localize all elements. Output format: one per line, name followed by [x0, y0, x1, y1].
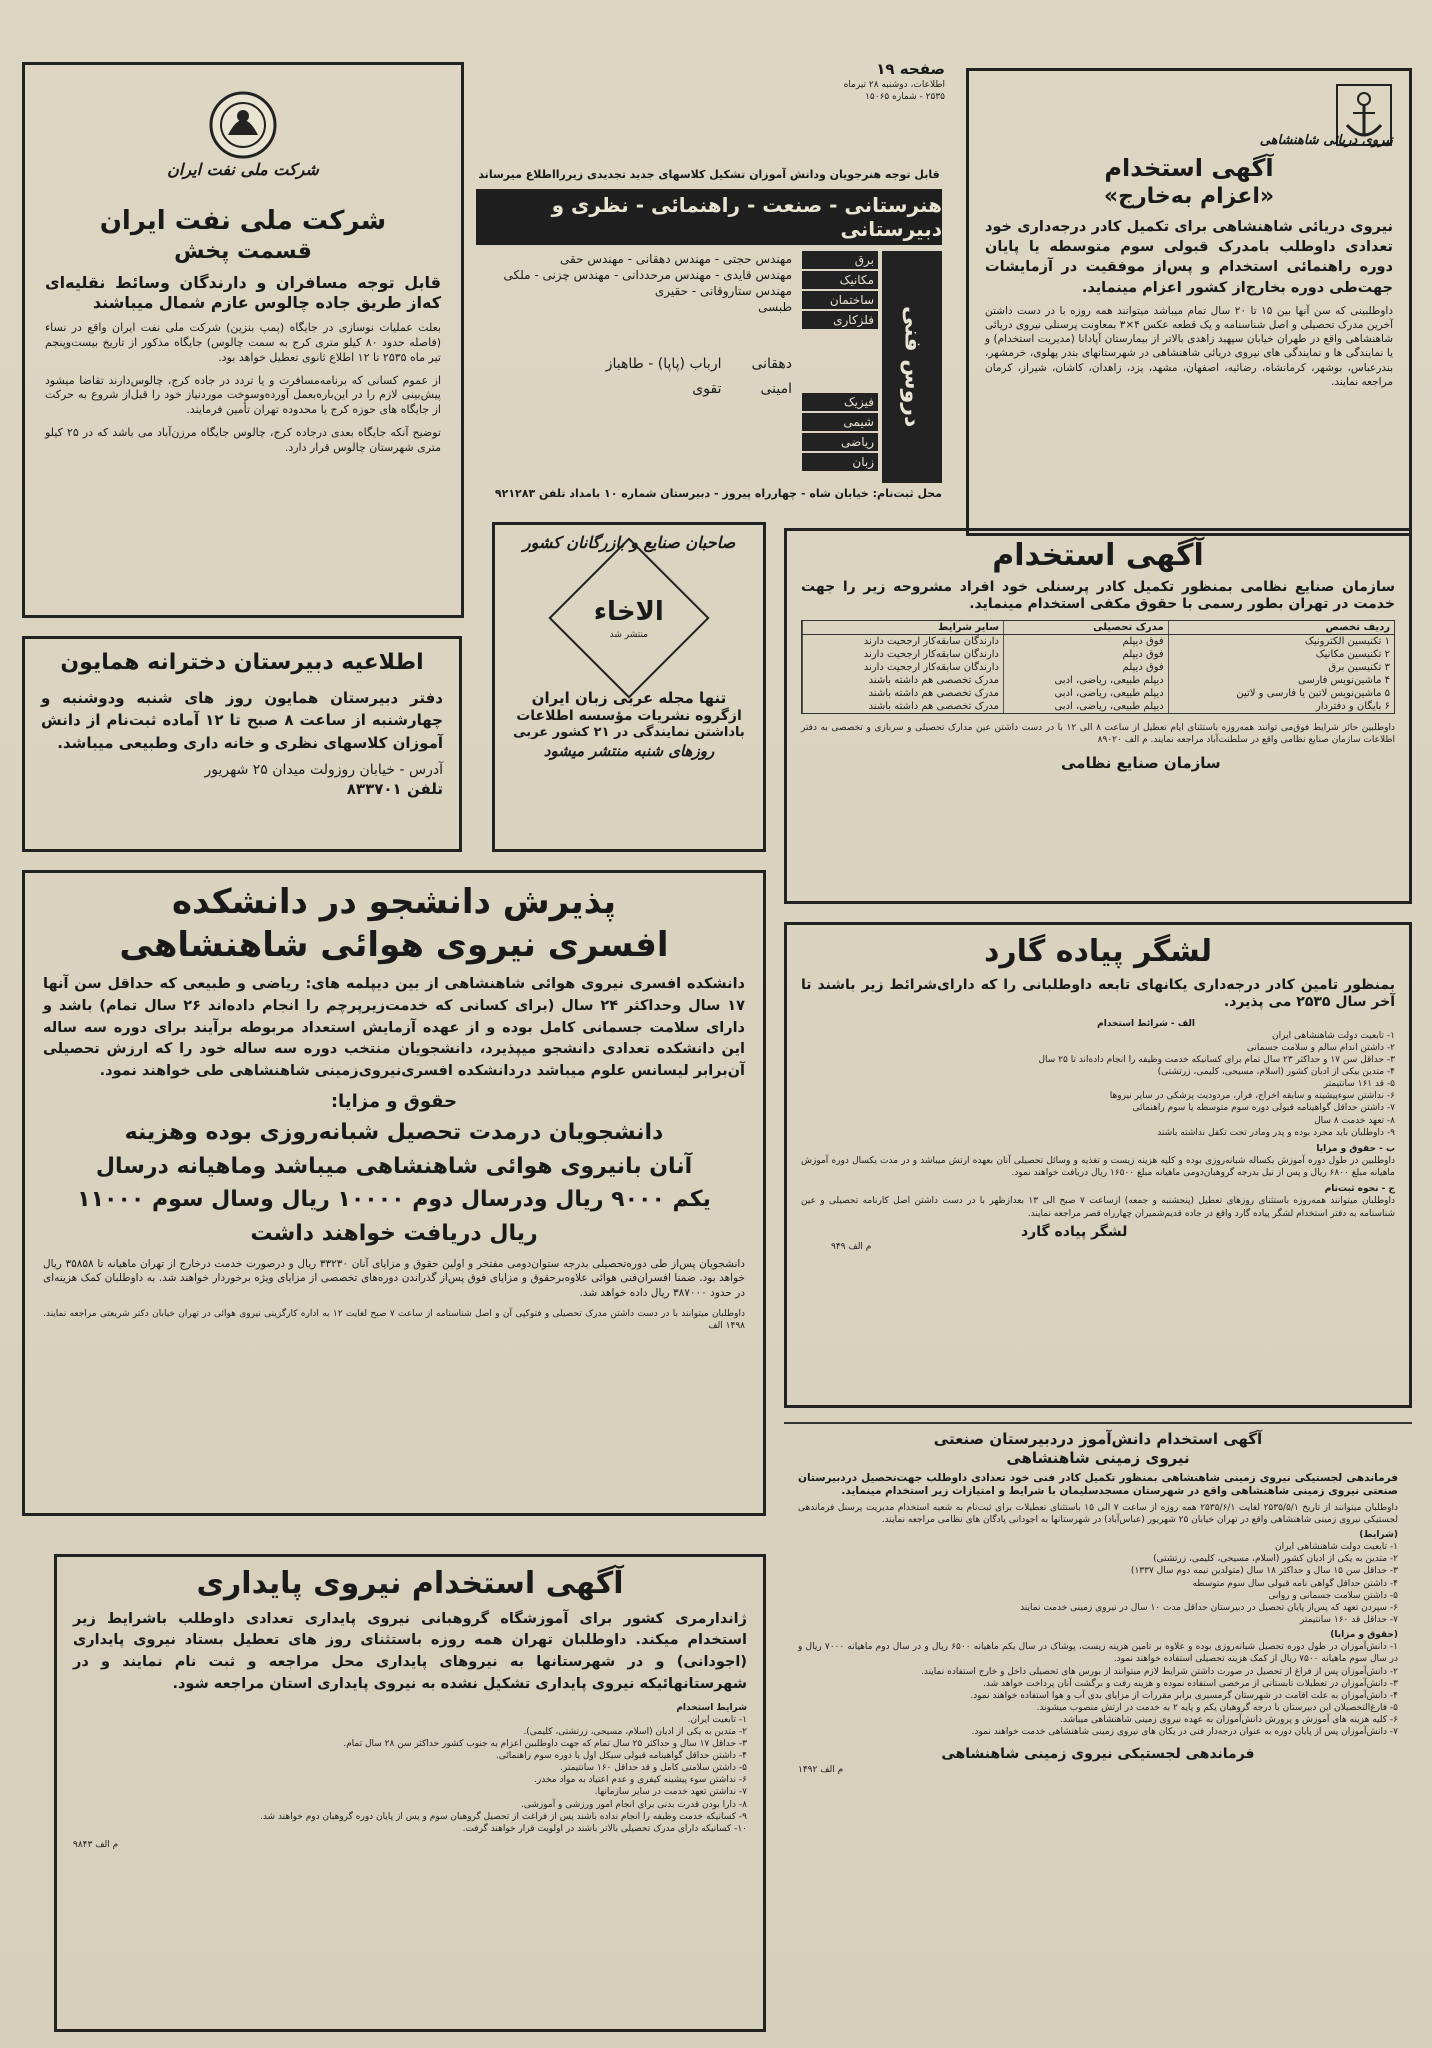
infantry-code: م الف ۹۴۹	[831, 1242, 872, 1253]
table-cell: ۲ تکنیسین مکانیک	[1168, 648, 1394, 661]
list-item: ۵- قد ۱۶۱ سانتیمتر	[1323, 1079, 1395, 1090]
airforce-benefit-line: یکم ۹۰۰۰ ریال ودرسال دوم ۱۰۰۰۰ ریال وسال سوم ۱۱۰۰۰	[77, 1187, 711, 1213]
alekha-logo-text: الاخاء	[593, 596, 665, 627]
industries-foot: داوطلبین حائز شرایط فوق‌می توانند همه‌روزه باستثنای ایام تعطیل از ساعت ۸ الی ۱۲ با در دست داشتن عین مدارک تحصیلی و سربازی و تخصصی به دفتر اطلاعات سازمان صنایع نظامی واقع در سلطنت‌آباد مراجعه نمایند. م الف ۸۹۰۲۰	[801, 722, 1396, 745]
navy-subtitle: «اعزام به‌خارج»	[1103, 184, 1275, 210]
school-subject: ریاضی	[802, 433, 878, 451]
school-vertical-text: دروس فنی	[899, 306, 925, 428]
list-item: ۲- دانش‌آموزان پس از فراغ از تحصیل در صورت داشتن شرایط لازم میتوانند از بورس های تحصیلی داخل و خارج استفاده نمایند.	[921, 1666, 1398, 1677]
list-item: ۶- نداشتن سوء پیشینه کیفری و عدم اعتیاد به مواد مخدر.	[534, 1775, 747, 1786]
infantry-register: داوطلبان میتوانند همه‌روزه باستثنای روزهای تعطیل (پنجشنبه و جمعه) ازساعت ۷ صبح الی ۱۳ بعدازظهر با در دست داشتن اصل کارنامه تحصیلی و عین شناسنامه به دفتر استخدام لشگر پیاده گارد واقع در جاده قدیم‌شمیران چهارراه قصر مراجعه نمایند.	[801, 1196, 1396, 1219]
school-teacher-line: تقوی	[692, 381, 722, 398]
table-cell: ۶ بایگان و دفتردار	[1168, 700, 1394, 713]
school-subject-list	[802, 251, 878, 483]
ground-subtitle: نیروی زمینی شاهنشاهی	[1006, 1448, 1190, 1467]
industries-table-wrap	[801, 620, 1395, 714]
list-item: ۸- دارا بودن قدرت بدنی برای انجام امور ورزشی و آموزشی.	[520, 1799, 747, 1810]
alekha-top: صاحبان صنایع و بازرگانان کشور	[522, 533, 736, 552]
list-item: ۴- داشتن حداقل گواهینامه قبولی سیکل اول یا دوره سوم راهنمائی.	[495, 1751, 747, 1762]
air-force-ad	[22, 870, 766, 1516]
alekha-magazine-ad	[492, 522, 766, 852]
airforce-benefit-line: دانشجویان درمدت تحصیل شبانه‌روزی بوده وهزینه	[124, 1120, 664, 1146]
table-row	[803, 661, 1395, 674]
airforce-benefits-title: حقوق و مزایا:	[330, 1090, 458, 1112]
list-item: ۶- نداشتن سوءپیشینه و سابقه اخراج، فرار، مردودیت پزشکی در سایر نیروها	[1109, 1091, 1395, 1102]
table-cell: ۴ ماشین‌نویس فارسی	[1168, 674, 1394, 687]
table-row	[803, 700, 1395, 713]
school-teachers	[476, 251, 802, 483]
school-subject: شیمی	[802, 413, 878, 431]
airforce-body: دانشکده افسری نیروی هوائی شاهنشاهی از بین دیپلمه های: ریاضی و طبیعی که حداقل سن آنها ۱۷ سال وحداکثر ۲۴ سال (برای کسانی که خدمت‌زیرپرچم را انجام داده‌اند ۲۶ سال تمام) باشد و دارای سلامت جسمانی کامل بوده و از عهده آزمایش استعداد مربوطه برآیند برای دوره سه ساله این دانشکده تعدادی دانشجو میپذیرد، دانشجویان منتخب دوره سه ساله خود را که ارزش تحصیلی آن‌برابر لیسانس علوم میباشد دردانشکده افسری‌نیروی‌زمینی شاهنشاهی طی خواهند نمود.	[43, 976, 745, 1079]
table-header: مدرک تحصیلی	[1003, 621, 1168, 635]
list-item: ۱- دانش‌آموزان در طول دوره تحصیل شبانه‌روزی بوده و علاوه بر تامین هزینه زیست، پوشاک در سال یکم ماهیانه ۶۵۰۰ ریال و در سال دوم ماهیانه ۷۰۰۰ ریال و در سال سوم ماهیانه ۷۵۰۰ ریال از کمک هزینه تحصیلی استفاده خواهند نمود.	[798, 1642, 1398, 1665]
alekha-line-2: ازگروه‌ نشریات‌ مؤسسه‌ اطلاعات	[516, 707, 742, 724]
table-cell: مدرک تخصصی هم داشته باشند	[803, 687, 1004, 700]
infantry-signature: لشگر پیاده گارد	[1021, 1223, 1128, 1240]
list-item: ۵- داشتن سلامت جسمانی و روانی	[1268, 1590, 1398, 1601]
school-subject: فیزیک	[802, 393, 878, 411]
school-teacher-line: مهندس قایدی - مهندس مرحددانی - مهندس چزنی - ملکی	[503, 268, 792, 283]
gendarmerie-conditions	[73, 1714, 747, 1835]
school-classes-ad	[476, 168, 942, 500]
school-banner	[476, 189, 942, 245]
table-cell: فوق دیپلم	[1003, 648, 1168, 661]
navy-emblem-caption: نیروی دریائی شاهنشاهی	[1259, 133, 1393, 148]
school-teacher-line: ارباب (پاپا) - طاهباز	[605, 355, 722, 372]
airforce-fine-print-1: دانشجویان پس‌از طی دوره‌تحصیلی بدرجه ستوان‌دومی مفتخر و اولین حقوق و مزایای آنان ۳۳۲۳۰ ریال و درصورت خدمت درخارج از تهران ماهیانه تا ۳۵۸۵۸ ریال خواهد بود. ضمنا افسران‌فنی هوائی علاوه‌برحقوق و مزایای فوق پس‌از گذراندن دوره‌های تخصصی از مزایای ویژه برخوردار خواهند شد. به داوطلبان کمک هزینه‌ای در حدود ۳۸۷۰۰۰ ریال داده خواهد شد.	[43, 1258, 745, 1299]
list-item: ۱- تابعیت دولت شاهنشاهی ایران	[1275, 1542, 1398, 1553]
issue-number: ۲۵۳۵ - شماره ۱۵۰۶۵	[865, 91, 945, 102]
list-item: ۷- حداقل قد ۱۶۰ سانتیمتر	[1299, 1615, 1398, 1626]
list-item: ۵- داشتن سلامتی کامل و قد حداقل ۱۶۰ سانتیمتر.	[560, 1763, 747, 1774]
homayoun-title: اطلاعیه دبیرستان دخترانه همایون	[60, 650, 424, 675]
table-cell: ۵ ماشین‌نویس لاتین یا فارسی و لاتین	[1168, 687, 1394, 700]
school-header: قابل توجه هنرجویان ودانش آموزان تشکیل کلاسهای جدید تجدیدی زیر‌را‌اطلاع میرساند	[478, 168, 940, 181]
list-item: ۳- حداقل سن ۱۵ سال و حداکثر ۱۸ سال (متولدین نیمه دوم سال ۱۳۳۷)	[1130, 1566, 1398, 1577]
infantry-section-c: ج - نحوه ثبت‌نام	[1324, 1184, 1395, 1195]
list-item: ۶- سپردن تعهد که پس‌از پایان تحصیل در دبیرستان حداقل مدت ۱۰ سال در نیروی زمینی خدمت نمایند	[1020, 1602, 1398, 1613]
list-item: ۵- فارغ‌التحصیلان این دبیرستان با درجه گروهبان یکم و پایه ۲ به خدمت در ارتش منصوب میشوند.	[1036, 1703, 1398, 1713]
school-subject: فلزکاری	[802, 311, 878, 329]
school-address: محل ثبت‌نام: خیابان شاه - چهارراه پیروز - دبیرستان شماره ۱۰ بامداد تلفن ۹۲۱۲۸۳	[494, 486, 942, 500]
list-item: ۲- متدین به یکی از ادیان (اسلام، مسیحی، زرتشتی، کلیمی).	[523, 1726, 747, 1737]
ground-signature: فرماندهی لجستیکی نیروی زمینی شاهنشاهی	[941, 1746, 1255, 1763]
oil-title: شرکت ملی نفت ایران	[99, 206, 387, 236]
infantry-guard-ad	[784, 922, 1412, 1408]
list-item: ۲- متدین به یکی از ادیان کشور (اسلام، مسیحی، کلیمی، زرتشتی)	[1153, 1554, 1398, 1565]
table-cell: دیپلم طبیعی، ریاضی، ادبی	[1003, 700, 1168, 713]
table-header: ردیف تخصص	[1168, 621, 1394, 635]
list-item: ۷- دانش‌آموزان پس از پایان دوره به عنوان درجه‌دار فنی در یکان های نیروی زمینی شاهنشاهی خدمت خواهند نمود.	[971, 1727, 1398, 1738]
school-subject: زبان	[802, 453, 878, 471]
list-item: ۱- تابعیت دولت شاهنشاهی ایران	[1272, 1030, 1395, 1041]
ground-forces-school-ad	[784, 1422, 1412, 2028]
list-item: ۴- دانش‌آموزان به علت اقامت در شهرستان گرمسیری برابر مقررات از مزایای بدی آب و هوا استفاده خواهند نمود.	[970, 1690, 1398, 1701]
alekha-logo-sub: منتشر شد	[609, 629, 649, 640]
gendarmerie-conditions-title: شرایط استخدام	[676, 1702, 747, 1713]
school-teacher-line: دهقانی	[751, 355, 792, 372]
school-banner-text: هنرستانی - صنعت - راهنمائی - نظری و دبیرستانی	[551, 192, 942, 241]
list-item: ۷- نداشتن تعهد خدمت در سایر سازمانها.	[594, 1787, 747, 1798]
homayoun-address: آدرس - خیابان روزولت میدان ۲۵ شهریور	[204, 762, 443, 778]
list-item: ۱۰- کسانیکه دارای مدرک تحصیلی بالاتر باشند در اولویت قرار خواهند گرفت.	[462, 1823, 747, 1834]
infantry-title: لشگر پیاده گارد	[983, 934, 1213, 969]
oil-subtitle: قسمت پخش	[174, 238, 312, 264]
ground-lead: فرماندهی لجستیکی نیروی زمینی شاهنشاهی بمنظور تکمیل کادر فنی خود تعدادی داوطلب جهت‌تحصیل دردبیرستان صنعتی نیروی زمینی شاهنشاهی واقع در شهرستان مسجدسلیمان با شرایط و امتیازات زیر استخدام مینماید.	[798, 1471, 1398, 1497]
infantry-rights: داوطلبین در طول دوره آموزش یکساله شبانه‌روزی بوده و کلیه هزینه زیست و تغذیه و وسائل تحصیلی آنان بعهده ارتش میباشد و در مدت یکسال دوره آموزش ماهیانه مبلغ ۶۸۰۰ ریال و پس از نیل بدرجه گروهبان‌دومی ماهیانه مبلغ ۱۶۵۰۰ ریال دریافت خواهند نمود.	[801, 1156, 1395, 1179]
alekha-line-1: تنها مجله عربی زبان ایران	[531, 689, 727, 707]
table-header: سایر شرایط	[803, 621, 1004, 635]
table-cell: دارندگان سابقه‌کار ارجحیت دارند	[803, 634, 1004, 648]
list-item: ۴- داشتن حداقل گواهی نامه قبولی سال سوم متوسطه	[1192, 1578, 1398, 1589]
table-cell: دارندگان سابقه‌کار ارجحیت دارند	[803, 661, 1004, 674]
gendarmerie-ad	[54, 1554, 766, 2032]
list-item: ۲- داشتن اندام سالم و سلامت جسمانی	[1246, 1042, 1395, 1053]
alekha-line-3: باداشتن نمایندگی در ۲۱ کشور عربی	[513, 725, 745, 741]
list-item: ۱- تابعیت ایران.	[687, 1714, 747, 1725]
gendarmerie-code: م الف ۹۸۴۳	[73, 1840, 119, 1851]
issue-date: اطلاعات، دوشنبه ۲۸ تیرماه	[843, 79, 945, 90]
list-item: ۸- تعهد خدمت ۸ سال	[1314, 1115, 1395, 1126]
table-cell: ۳ تکنیسین برق	[1168, 661, 1394, 674]
navy-ad	[966, 68, 1412, 536]
ground-title: آگهی استخدام دانش‌آموز دردبیرستان صنعتی	[933, 1430, 1263, 1448]
oil-company-ad	[22, 62, 464, 618]
ground-benefits	[798, 1641, 1398, 1738]
airforce-title-1: پذیرش دانشجو در دانشکده	[171, 882, 616, 922]
list-item: ۹- داوطلبان باید مجرد بوده و پدر ومادر تحت تکفل نداشته باشند	[1157, 1127, 1395, 1138]
infantry-lead: بمنظور تامین کادر درجه‌داری یکانهای تابعه داوطلبانی را که دارای‌شرائط زیر باشند تا آخر سال ۲۵۳۵ می پذیرد.	[801, 976, 1395, 1010]
ground-conditions	[798, 1541, 1398, 1626]
table-cell: دیپلم طبیعی، ریاضی، ادبی	[1003, 674, 1168, 687]
table-cell: دارندگان سابقه‌کار ارجحیت دارند	[803, 648, 1004, 661]
list-item: ۹- کسانیکه خدمت وظیفه را انجام نداده باشند پس از فراغت از تحصیل گروهبان سوم و پس از پایان دوره گروهبان دوم خواهند شد.	[259, 1811, 747, 1822]
school-subject: مکانیک	[802, 271, 878, 289]
oil-paragraph-1: بعلت عملیات نوسازی در جایگاه (پمپ بنزین) شرکت ملی نفت ایران واقع در نساء (فاصله حدود ۸۰ کیلو متری کرج به سمت چالوس) جایگاه مذکور از تاریخ بیست‌وپنجم تیر ماه ۲۵۳۵ تا ۱۲ اطلاع ثانوی تعطیل خواهد بود.	[45, 321, 442, 364]
list-item: ۷- داشتن حداقل گواهینامه قبولی دوره سوم متوسطه یا سوم راهنمائی	[1132, 1103, 1395, 1114]
table-row	[803, 634, 1395, 648]
table-row	[803, 674, 1395, 687]
school-teacher-line: طبسی	[758, 300, 792, 315]
alekha-logo	[548, 537, 709, 698]
oil-company-logo	[45, 75, 441, 195]
oil-logo-text: شرکت ملی نفت ایران	[167, 160, 319, 179]
ground-code: م الف ۱۴۹۲	[798, 1764, 844, 1775]
table-row	[803, 687, 1395, 700]
list-item: ۳- حداقل ۱۷ سال و حداکثر ۲۵ سال تمام که جهت داوطلبین اعزام به جنوب کشور حداکثر سن ۲۸ سال تمام.	[343, 1738, 747, 1749]
table-cell: مدرک تخصصی هم داشته باشند	[803, 700, 1004, 713]
airforce-title-2: افسری نیروی هوائی شاهنشاهی	[119, 924, 669, 965]
table-row	[803, 648, 1395, 661]
ground-conditions-title: (شرایط)	[1359, 1530, 1398, 1541]
list-item: ۳- حداقل سن ۱۷ و حداکثر ۲۳ سال تمام برای کسانیکه خدمت وظیفه را انجام داده‌اند تا ۲۵ سال	[1038, 1054, 1395, 1065]
homayoun-school-ad	[22, 636, 462, 852]
infantry-conditions	[801, 1030, 1395, 1139]
homayoun-phone: تلفن ۸۳۳۷۰۱	[346, 779, 443, 798]
gendarmerie-lead: ژاندارمری کشور برای آموزشگاه گروهبانی نیروی پایداری تعدادی داوطلب باشرایط زیر استخدام میکند. داوطلبان تهران همه روزه باستثنای روز های تعطیل بستاد نیروی پایداری (اجودانی) و در شهرستانها به نیروهای پایداری محل مراجعه و ثبت نام نمایند و در شهرستانهائیکه نیروی پایداری تشکیل نشده به نیروی پایداری استان مراجعه شود.	[73, 1610, 747, 1692]
industries-table	[802, 621, 1394, 713]
school-vertical-label	[882, 251, 942, 483]
oil-company-emblem-icon	[208, 90, 278, 160]
oil-lead: قابل توجه مسافران و دارندگان وسائط نقلیه‌ای که‌از طریق جاده چالوس عازم شمال میباشند	[45, 273, 441, 312]
airforce-benefit-line: ریال دریافت خواهند داشت	[250, 1220, 538, 1246]
school-subject: برق	[802, 251, 878, 269]
military-industries-ad	[784, 528, 1412, 904]
list-item: ۶- کلیه هزینه های آموزش و پرورش دانش‌آموزان به عهده نیروی زمینی شاهنشاهی میباشد.	[1060, 1715, 1398, 1726]
navy-lead: نیروی دریائی شاهنشاهی برای تکمیل کادر درجه‌داری خود تعدادی داوطلب بامدرک قبولی سوم متوسطه یا پایان دوره راهنمائی استخدام و پس‌از موفقیت در آزمایشات جهت‌طی دوره بخارج‌از کشور اعزام مینماید.	[985, 218, 1393, 296]
list-item: ۳- دانش‌آموزان در تعطیلات تابستانی از مرخصی استفاده نموده و هزینه رفت و برگشت آنان پرداخت خواهد شد.	[983, 1678, 1398, 1689]
table-cell: فوق دیپلم	[1003, 661, 1168, 674]
ground-benefits-title: (حقوق و مزایا)	[1330, 1630, 1398, 1641]
industries-title: آگهی استخدام	[992, 538, 1204, 573]
oil-paragraph-2: از عموم کسانی که برنامه‌مسافرت و یا تردد در جاده کرج، چالوس‌دارند تقاضا میشود پیش‌بینی لازم را در این‌باره‌بعمل آورده‌وسوخت مورد‌نیاز خود را قبل‌از شروع به حرکت از جایگاه های حوزه کرج یا محدوده تهران تأمین فرمایند.	[45, 373, 441, 417]
alekha-line-4: روزهای شنبه منتشر میشود	[543, 741, 715, 760]
table-cell: ۱ تکنیسین الکترونیک	[1168, 634, 1394, 648]
table-cell: مدرک تخصصی هم داشته باشند	[803, 674, 1004, 687]
table-cell: دیپلم طبیعی، ریاضی، ادبی	[1003, 687, 1168, 700]
airforce-fine-print-2: داوطلبان میتوانند با در دست داشتن مدرک تحصیلی و فتوکپی آن و اصل شناسنامه از ساعت ۷ صبح لغایت ۱۲ به اداره کارگزینی نیروی هوائی در تهران خیابان دکتر شریعتی مراجعه نمایند. ۱۴۹۸ الف	[43, 1308, 746, 1331]
infantry-section-a: الف - شرائط استخدام	[1097, 1018, 1195, 1029]
school-subject: ساختمان	[802, 291, 878, 309]
industries-lead: سازمان صنایع نظامی بمنظور تکمیل کادر پرسنلی خود افراد مشروحه زیر را جهت خدمت در تهران بطور رسمی با حقوق مکفی استخدام مینماید.	[801, 578, 1395, 612]
school-teacher-line: مهندس ستاروقانی - حقیری	[654, 284, 792, 299]
oil-paragraph-3: توضیح آنکه جایگاه بعدی درجاده کرج، چالوس جایگاه مرزن‌آباد می باشد که در ۲۵ کیلو متری شهرستان چالوس قرار دارد.	[45, 426, 441, 454]
school-teacher-line: امینی	[760, 381, 792, 398]
navy-title: آگهی استخدام	[1104, 154, 1274, 183]
airforce-benefit-line: آنان بانیروی هوائی شاهنشاهی میباشد وماهیانه درسال	[95, 1153, 693, 1179]
ground-intro: داوطلبان میتوانند از تاریخ ۲۵۳۵/۵/۱ لغایت ۲۵۳۵/۶/۱ همه روزه از ساعت ۷ الی ۱۵ باستثنای تعطیلات برای ثبت‌نام به شعبه استخدام مدیریت پرسنل فرماندهی لجستیکی نیروی زمینی شاهنشاهی واقع در تهران خیابان ۲۵ شهریور (عباس‌آباد) در شهرستانها به اجودانی پادگان های نظامی مراجعه نمایند.	[798, 1502, 1399, 1525]
homayoun-body: دفتر دبیرستان همایون روز های شنبه ودوشنبه و چهارشنبه از ساعت ۸ صبح تا ۱۲ آماده ثبت‌نام از دانش آموزان کلاسهای نظری و خانه داری وطبیعی میباشد.	[41, 688, 443, 752]
gendarmerie-title: آگهی استخدام نیروی پایداری	[196, 1566, 624, 1601]
masthead	[755, 60, 945, 103]
school-teacher-line: مهندس حجتی - مهندس دهقانی - مهندس حقی	[560, 251, 792, 266]
table-cell: فوق دیپلم	[1003, 634, 1168, 648]
infantry-section-b: ب - حقوق و مزایا	[1316, 1143, 1395, 1154]
list-item: ۴- متدین بیکی از ادیان کشور (اسلام، مسیحی، کلیمی، زرتشتی)	[1157, 1067, 1395, 1078]
navy-body: داوطلبینی که سن آنها بین ۱۵ تا ۲۰ سال تمام میباشد میتوانند همه روزه با در دست داشتن آخرین مدرک تحصیلی و اصل شناسنامه و یک قطعه عکس ۴×۳ بمعاونت پرسنلی نیروی دریائی شاهنشاهی واقع در طهران خیابان سپهبد زاهدی بالاتر از بیمارستان آپادانا (مدیریت استخدام) و یا نمایندگی ها و نمایندگی های نیروی دریائی شاهنشاهی در شهرستانهای بندر پهلوی، خرمشهر، بندرعباس، بوشهر، کرمانشاه، رضائیه، اصفهان، مشهد، یزد، زاهدان، کاشان، شیراز، کرمان مراجعه نمایند.	[985, 304, 1394, 388]
page-number: صفحه ۱۹	[876, 60, 945, 78]
industries-signature: سازمان صنایع نظامی	[1061, 753, 1221, 772]
